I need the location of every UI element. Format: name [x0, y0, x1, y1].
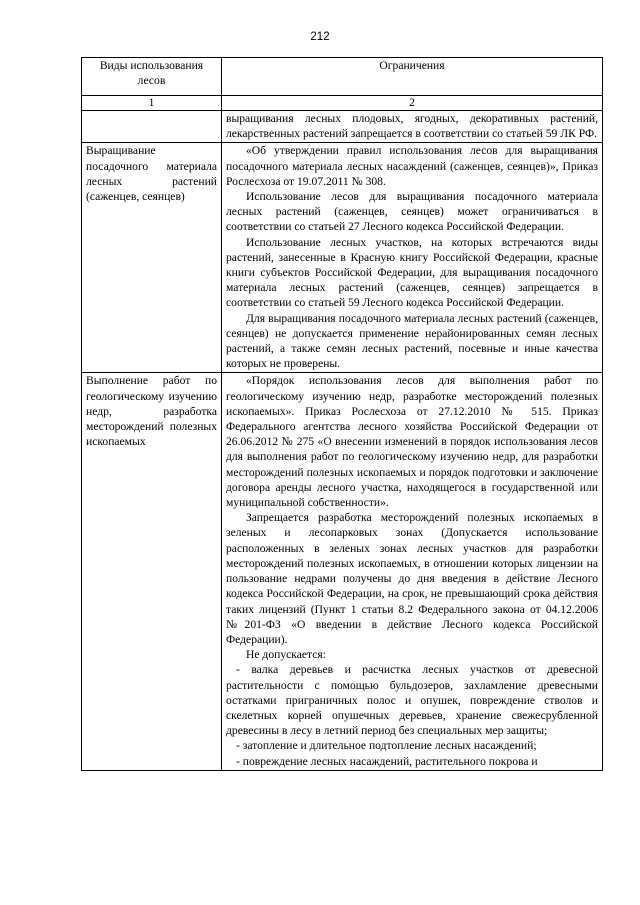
dash-item: - повреждение лесных насаждений, растительного покрова и [236, 754, 538, 768]
empty-cell [82, 111, 222, 143]
paragraph: Для выращивания посадочного материала лесных растений (саженцев, сеянцев) не допускается применение нерайонированных семян лесных растений, а также семян лесных растений, посевные и иные качества которых не проверены. [226, 311, 598, 371]
table-row-geology [82, 373, 603, 770]
column-number-row [82, 96, 603, 111]
restriction-cell [222, 111, 603, 143]
forest-use-type-cell: Выращивание посадочного материала лесных растений (саженцев, сеянцев) [82, 143, 222, 373]
restriction-cell [222, 373, 603, 770]
paragraph: «Порядок использования лесов для выполнения работ по геологическому изучению недр, разработке месторождений полезных ископаемых». Приказ Рослесхоза от 27.12.2010 № 515. Приказ Федерального агентства лесного хозяйства Российской Федерации от 26.06.2012 № 275 «О внесении изменений в порядок использования лесов для выполнения работ по геологическому изучению недр, для разработки месторождений полезных ископаемых и порядок подготовки и заключение договора аренды лесного участка, находящегося в государственной или муниципальной собственности». [226, 374, 598, 510]
dash-item: - затопление и длительное подтопление лесных насаждений; [236, 739, 537, 753]
page-number: 212 [310, 31, 330, 43]
header-restrictions: Ограничения [222, 58, 603, 96]
dash-item: - валка деревьев и расчистка лесных участков от древесной растительности с помощью бульдозеров, захламление древесными остатками приграничных полос и опушек, повреждение стволов и скелетных корней опушечных деревьев, хранение свежесрубленной древесины в лесу в летний период без специальных мер защиты; [226, 663, 598, 738]
header-forest-use-types: Виды использования лесов [82, 58, 222, 96]
restrictions-table [81, 57, 603, 771]
column-number-2: 2 [222, 96, 603, 111]
forest-use-type-cell: Выполнение работ по геологическому изучению недр, разработка месторождений полезных ископаемых [82, 373, 222, 770]
column-number-1: 1 [82, 96, 222, 111]
paragraph: выращивания лесных плодовых, ягодных, декоративных растений, лекарственных растений запрещается в соответствии со статьей 59 ЛК РФ. [226, 112, 598, 141]
table-row-continuation [82, 111, 603, 143]
paragraph: Использование лесов для выращивания посадочного материала лесных растений (саженцев, сеянцев) может ограничиваться в соответствии со статьей 27 Лесного кодекса Российской Федерации. [226, 190, 598, 234]
paragraph: «Об утверждении правил использования лесов для выращивания посадочного материала лесных насаждений (саженцев, сеянцев)», Приказ Рослесхоза от 19.07.2011 № 308. [226, 144, 598, 188]
paragraph: Запрещается разработка месторождений полезных ископаемых в зеленых и лесопарковых зонах (Допускается использование расположенных в зеленых зонах лесных участков для разработки месторождений полезных ископаемых, в отношении которых лицензии на пользование недрами получены до дня введения в действие Лесного кодекса Российской Федерации, на срок, не превышающий срока действия таких лицензий (Пункт 1 статьи 8.2 Федерального закона от 04.12.2006 №201-ФЗ «О введении в действие Лесного кодекса Российской Федерации). [226, 511, 598, 646]
paragraph: Использование лесных участков, на которых встречаются виды растений, занесенные в Красную книгу Российской Федерации, красные книги субъектов Российской Федерации, для выращивания посадочного материала лесных растений (саженцев, сеянцев) запрещается в соответствии со статьей 59 Лесного кодекса Российской Федерации. [226, 235, 598, 310]
paragraph: Не допускается: [246, 648, 326, 662]
table-header-row [82, 58, 603, 96]
table-row-seedlings [82, 143, 603, 373]
restriction-cell [222, 143, 603, 373]
